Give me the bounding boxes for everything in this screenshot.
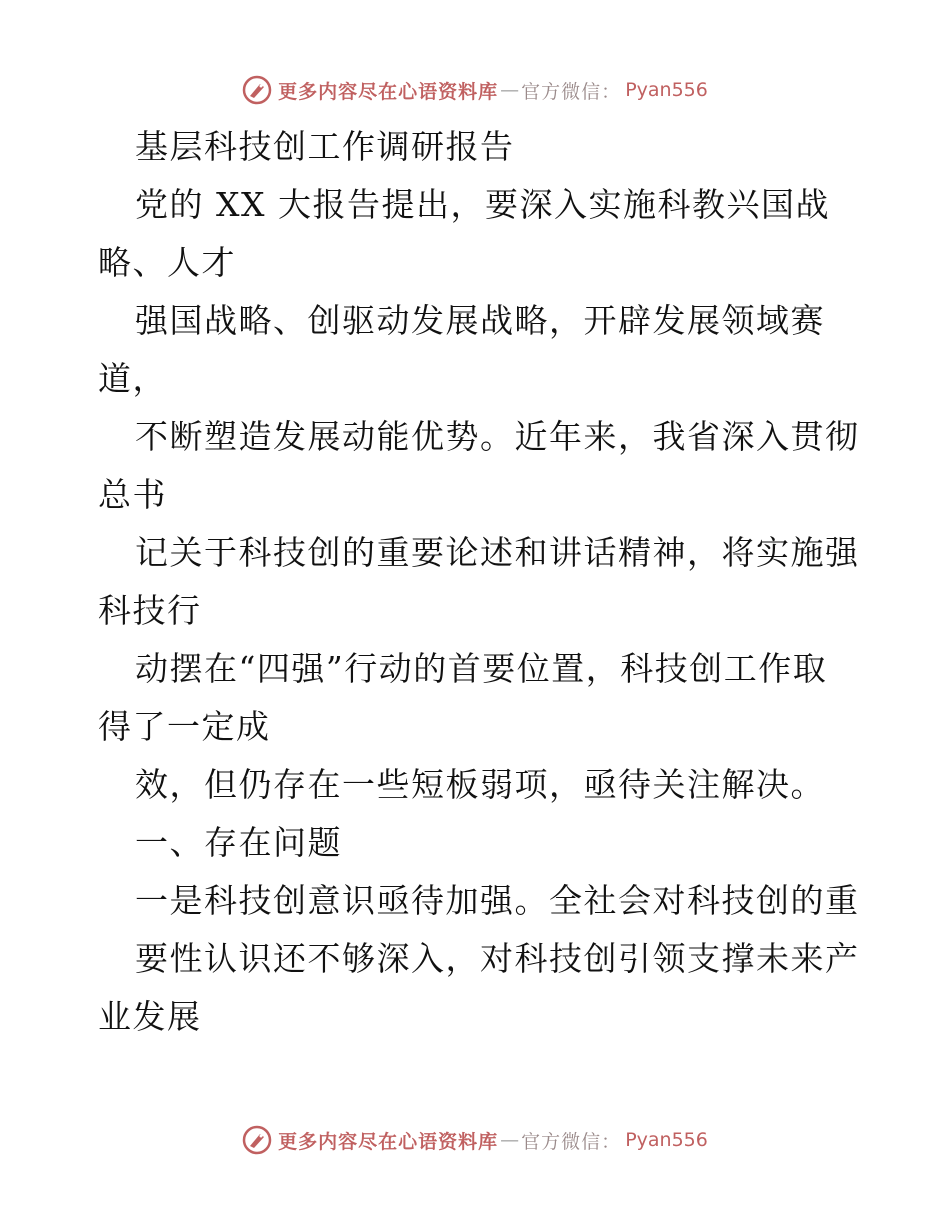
watermark-sub-text: 官方微信： [521,1130,622,1153]
text-line: 党的 XX 大报告提出，要深入实施科教兴国战 [135,185,830,224]
text-line: 一是科技创意识亟待加强。全社会对科技创的重 [135,881,860,920]
text-line: 要性认识还不够深入，对科技创引领支撑未来产 [135,939,860,978]
document-body [98,118,858,1046]
text-line: 道， [98,359,167,398]
pen-nib-circle-icon [242,75,272,105]
text-line: 略、人才 [98,243,236,282]
text-line: 效，但仍存在一些短板弱项，亟待关注解决。 [135,765,825,804]
watermark-main-text: 更多内容尽在心语资料库 [278,1130,499,1153]
watermark-wechat-id: Pyan556 [625,1129,708,1151]
watermark-dash: — [500,79,520,101]
watermark-dash: — [500,1129,520,1151]
text-line: 记关于科技创的重要论述和讲话精神，将实施强 [135,533,860,572]
text-line: 动摆在“四强”行动的首要位置，科技创工作取 [135,649,828,688]
text-line: 不断塑造发展动能优势。近年来，我省深入贯彻 [135,417,860,456]
text-line: 得了一定成 [98,707,271,746]
document-title: 基层科技创工作调研报告 [135,127,515,166]
text-line: 总书 [98,475,167,514]
pen-nib-circle-icon [242,1125,272,1155]
footer-watermark [0,1120,950,1160]
watermark-sub-text: 官方微信： [521,80,622,103]
watermark-wechat-id: Pyan556 [625,79,708,101]
watermark-main-text: 更多内容尽在心语资料库 [278,80,499,103]
section-heading: 一、存在问题 [135,823,342,862]
text-line: 业发展 [98,997,202,1036]
text-line: 强国战略、创驱动发展战略，开辟发展领域赛 [135,301,825,340]
text-line: 科技行 [98,591,202,630]
header-watermark [0,70,950,110]
